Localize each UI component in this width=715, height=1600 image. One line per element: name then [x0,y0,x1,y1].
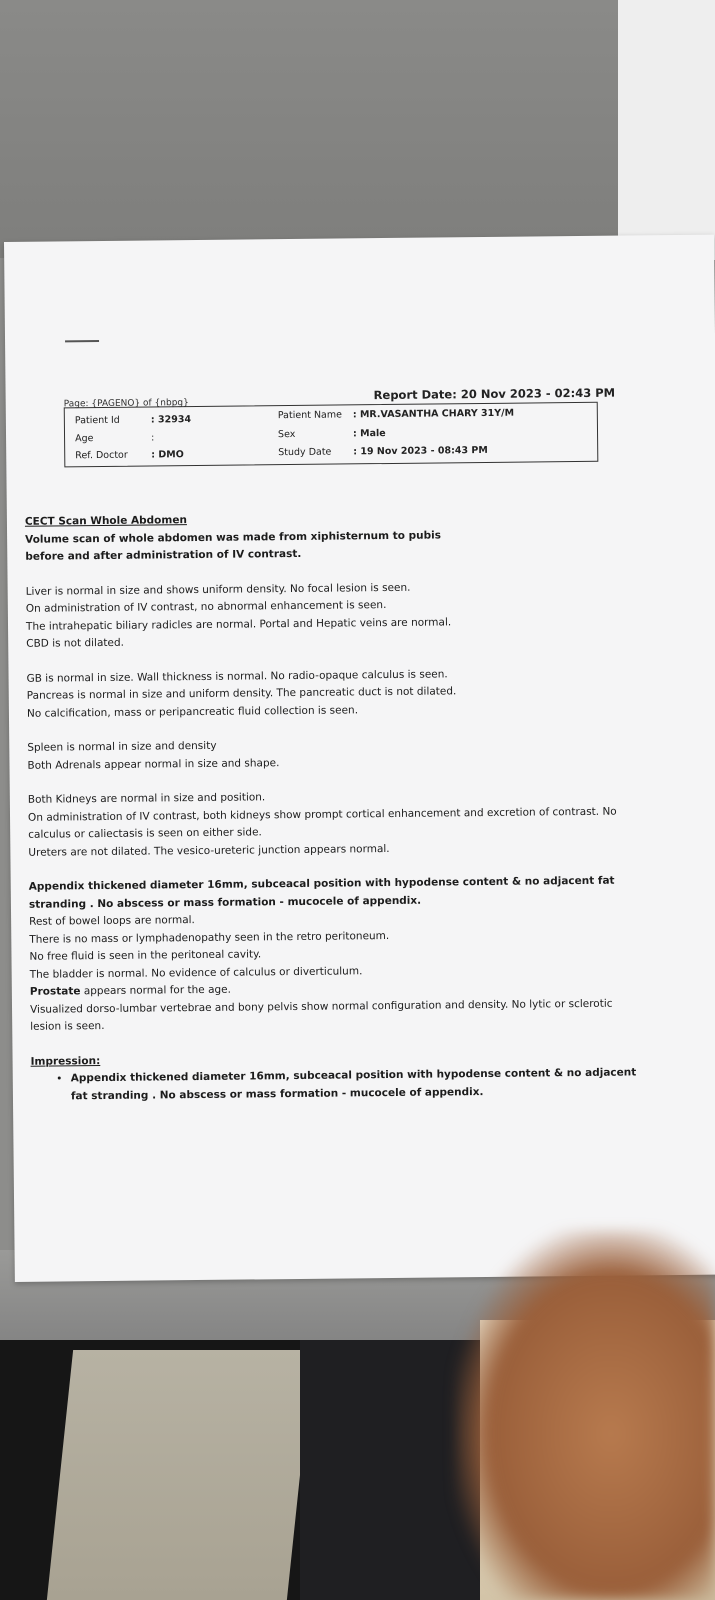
patient-id-value: : 32934 [150,414,192,426]
background-top-right [618,0,715,260]
age-label: Age [75,433,94,445]
ref-doctor-label: Ref. Doctor [75,449,128,462]
impression-item: • Appendix thickened diameter 16mm, subceacal position with hypodense content & no adjacent fat stranding . No abscess or mass formation - mucocele of appendix. [71,1064,651,1105]
age-value: : [151,432,155,444]
kidney-line-2: On administration of IV contrast, both kidneys show prompt cortical enhancement and excretion of contrast. No [27,805,617,824]
gb-line-3: No calcification, mass or peripancreatic fluid collection is seen. [26,703,359,720]
ref-doctor-value: : DMO [151,449,184,461]
prostate-label: Prostate [29,985,81,998]
impression-title: Impression: [30,1054,101,1068]
report-title: CECT Scan Whole Abdomen [24,514,187,528]
report-paper [4,235,715,1282]
appendix-line-2: stranding . No abscess or mass formation - mucocele of appendix. [28,894,422,911]
sex-label: Sex [277,428,296,441]
gb-line-2: Pancreas is normal in size and uniform density. The pancreatic duct is not dilated. [26,685,457,702]
kidney-line-4: Ureters are not dilated. The vesico-ureteric junction appears normal. [28,842,390,859]
spine-line-1: Visualized dorso-lumbar vertebrae and bony pelvis show normal configuration and density. No lytic or sclerotic [29,997,613,1016]
hand-blur [455,1230,715,1600]
bladder-line: The bladder is normal. No evidence of calculus or diverticulum. [29,964,363,981]
kidney-line-1: Both Kidneys are normal in size and position. [27,791,266,806]
report-date: Report Date: 20 Nov 2023 - 02:43 PM [373,385,616,403]
study-date-value: : 19 Nov 2023 - 08:43 PM [353,444,488,458]
kidney-line-3: calculus or caliectasis is seen on either side. [28,826,262,841]
liver-line-2: On administration of IV contrast, no abnormal enhancement is seen. [25,599,387,615]
liver-line-4: CBD is not dilated. [26,636,125,650]
patient-name-value: : MR.VASANTHA CHARY 31Y/M [352,407,515,421]
intro-line-1: Volume scan of whole abdomen was made from xiphisternum to pubis [25,528,442,546]
prostate-text: appears normal for the age. [80,983,231,998]
patient-id-label: Patient Id [74,414,120,427]
spine-line-2: lesion is seen. [30,1019,105,1033]
page-number: Page: {PAGENO} of {nbpg} [63,398,189,410]
impression-list [31,1064,651,1105]
patient-info-box [64,402,599,468]
pen-mark [65,340,99,342]
background-top [0,0,640,258]
liver-line-1: Liver is normal in size and shows uniform density. No focal lesion is seen. [25,581,411,598]
liver-line-3: The intrahepatic biliary radicles are normal. Portal and Hepatic veins are normal. [25,615,452,633]
bowel-line: Rest of bowel loops are normal. [29,914,195,928]
retroperitoneum-line: There is no mass or lymphadenopathy seen in the retro peritoneum. [29,929,390,946]
sex-value: : Male [352,428,386,440]
gb-line-1: GB is normal in size. Wall thickness is normal. No radio-opaque calculus is seen. [26,667,448,685]
spleen-line-1: Spleen is normal in size and density [27,739,217,754]
appendix-line-1: Appendix thickened diameter 16mm, subceacal position with hypodense content & no adjacent fat [28,874,615,893]
patient-name-label: Patient Name [277,409,343,422]
free-fluid-line: No free fluid is seen in the peritoneal cavity. [29,948,262,963]
spleen-line-2: Both Adrenals appear normal in size and shape. [27,756,280,772]
study-date-label: Study Date [278,446,332,459]
cloth-left [47,1350,313,1600]
intro-line-2: before and after administration of IV contrast. [25,547,302,563]
report-body [25,507,651,1105]
